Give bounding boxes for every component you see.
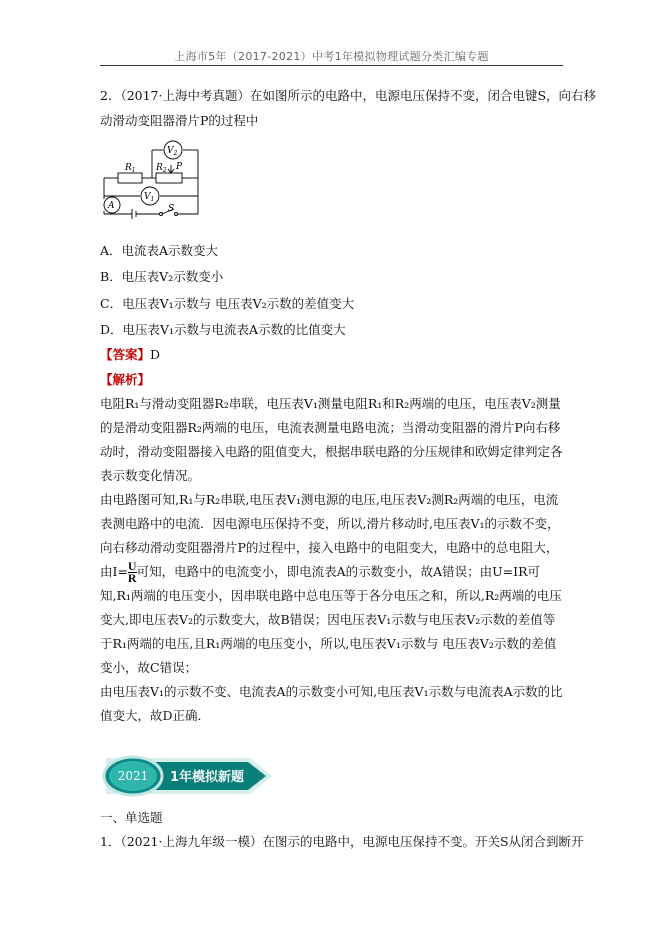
answer-row [100,347,160,363]
header-divider [100,65,563,66]
option-a: A．电流表A示数变大 [100,243,219,258]
analysis-body [100,392,563,728]
page-header: 上海市5年（2017-2021）中考1年模拟物理试题分类汇编专题 [174,50,489,63]
fraction-denominator: R [127,571,137,585]
option-c: C．电压表V₁示数与 电压表V₂示数的差值变大 [100,296,355,311]
analysis-label: 【解析】 [100,372,151,387]
answer-value: D [150,347,161,362]
option-b: B．电压表V₂示数变小 [100,269,224,284]
option-d: D．电压表V₁示数与电流表A示数的比值变大 [100,322,346,337]
v2-label: $V_2$ [167,146,178,157]
switch-label: S [168,204,175,214]
question-text-line2: 动滑动变阻器滑片P的过程中 [100,113,259,128]
fraction-numerator: U [127,559,137,573]
analysis-para2 [100,488,563,680]
formula-fraction [128,561,137,584]
banner-title: 1年模拟新题 [170,770,245,785]
banner-year: 2021 [117,769,149,783]
answer-label: 【答案】 [100,347,151,362]
next-question-line1: 1．（2021·上海九年级一模）在图示的电路中，电源电压保持不变。开关S从闭合到断开 [100,834,584,849]
ammeter-label: A [108,201,115,211]
v1-label: $V_1$ [144,192,155,203]
circuit-diagram [98,138,208,220]
r1-label: $R_1$ [125,163,136,174]
section-heading: 一、单选题 [100,810,163,825]
r2-label: $R_2$ [156,163,167,174]
analysis-para1: 电阻R₁与滑动变阻器R₂串联，电压表V₁测量电阻R₁和R₂两端的电压，电压表V₂测量的是滑动变阻器R₂两端的电压，电流表测量电路电流；当滑动变阻器的滑片P向右移动时，滑动变阻器接入电路的阻值变大，根据串联电路的分压规律和欧姆定律判定各表示数变化情况。 [100,396,563,483]
question-text-line1: 2．（2017·上海中考真题）在如图所示的电路中，电源电压保持不变，闭合电键S，向右移 [100,88,597,103]
analysis-para2-part1: 由电路图可知,R₁与R₂串联,电压表V₁测电源的电压,电压表V₂测R₂两端的电压，电流表测电路中的电流．因电源电压保持不变，所以,滑片移动时,电压表V₁的示数不变，向右移动滑动变阻器滑片P的过程中，接入电路中的电阻变大，电路中的总电阻大，由I= [100,492,560,579]
analysis-para3: 由电压表V₁的示数不变、电流表A的示数变小可知,电压表V₁示数与电流表A示数的比值变大，故D正确． [100,684,563,723]
slider-label: P [176,162,183,172]
analysis-para2-part2: 可知，电路中的电流变小，即电流表A的示数变小，故A错误；由U=IR可知,R₁两端的电压变小，因串联电路中总电压等于各分电压之和，所以,R₂两端的电压变大,即电压表V₂的示数变大，故B错误；因电压表V₁示数与电压表V₂示数的差值等于R₁两端的电压,且R₁两端的电压变小，所以,电压表V₁示数与 电压表V₂示数的差值变小，故C错误； [100,564,562,675]
section-banner [100,742,275,800]
